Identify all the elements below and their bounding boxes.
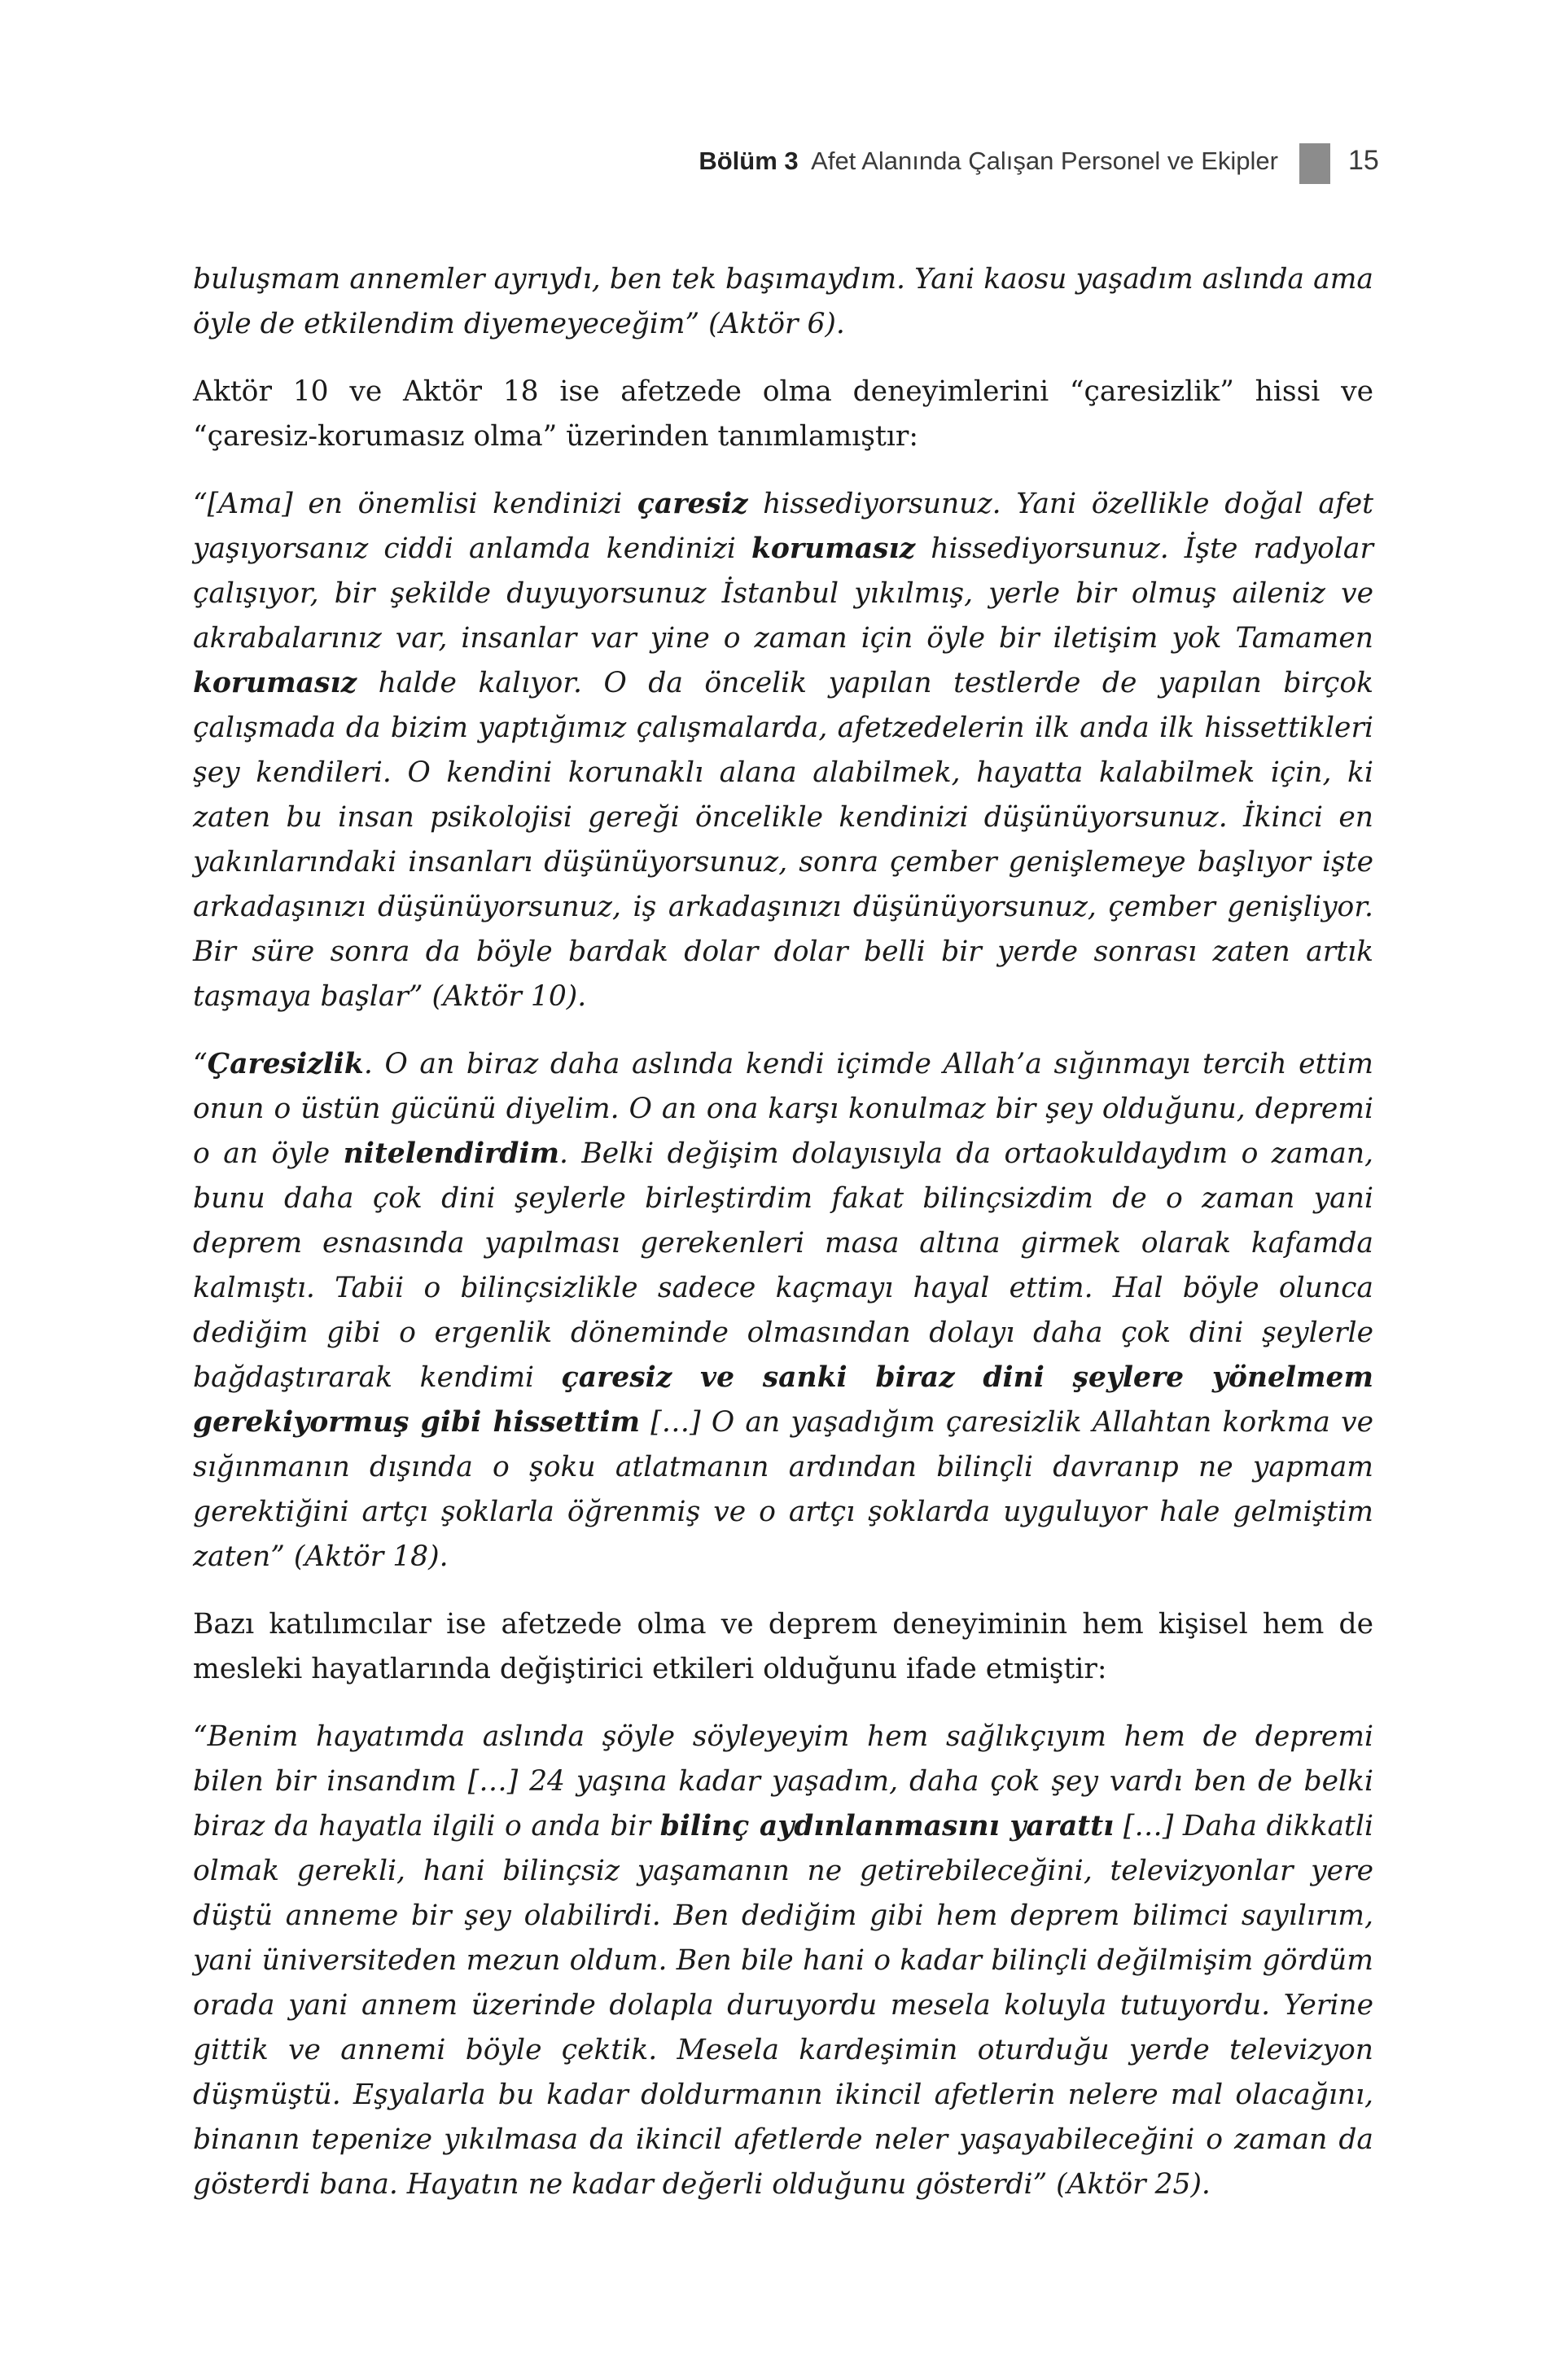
paragraph-text: . Belki değişim dolayısıyla da ortaokuldaydım o zaman, bunu daha çok dini şeylerle birleştirdim fakat bilinçsizdim de o zaman yani deprem esnasında yapılması gerekenleri masa altına girmek olarak kafamda kalmıştı. Tabii o bilinçsizlikle sadece kaçmayı hayal ettim. Hal böyle olunca dediğim gibi o ergenlik döneminde olmasından dolayı daha çok dini şeylerle bağdaştırarak kendimi: [193, 1137, 1374, 1394]
body-paragraph: [193, 1602, 1373, 1692]
emphasis-text: nitelendirdim: [343, 1137, 559, 1170]
quote-paragraph: [193, 1715, 1373, 2207]
paragraph-text: hissediyorsunuz. Yani özellikle doğal afet yaşıyorsanız ciddi anlamda kendinizi: [193, 488, 1373, 565]
emphasis-text: korumasız: [751, 532, 916, 565]
paragraph-text: “: [193, 1048, 208, 1080]
running-header: [0, 143, 1568, 182]
page-body: [193, 257, 1373, 2230]
running-title: [699, 147, 1278, 176]
emphasis-text: bilinç aydınlanmasını yarattı: [659, 1810, 1115, 1842]
paragraph-text: halde kalıyor. O da öncelik yapılan testlerde de yapılan birçok çalışmada da bizim yaptığımız çalışmalarda, afetzedelerin ilk anda ilk hissettikleri şey kendileri. O kendini korunaklı alana alabilmek, hayatta kalabilmek için, ki zaten bu insan psikolojisi gereği öncelikle kendinizi düşünüyorsunuz. İkinci en yakınlarındaki insanları düşünüyorsunuz, sonra çember genişlemeye başlıyor işte arkadaşınızı düşünüyorsunuz, iş arkadaşınızı düşünüyorsunuz, çember genişliyor. Bir süre sonra da böyle bardak dolar dolar belli bir yerde sonrası zaten artık taşmaya başlar” (Aktör 10).: [193, 667, 1373, 1013]
chapter-label: Bölüm 3: [699, 147, 799, 175]
paragraph-text: “Benim hayatımda aslında şöyle söyleyeyim hem sağlıkçıyım hem de depremi bilen bir insandım […] 24 yaşına kadar yaşadım, daha çok şey vardı ben de belki biraz da hayatla ilgili o anda bir: [193, 1720, 1373, 1842]
paragraph-text: […] Daha dikkatli olmak gerekli, hani bilinçsiz yaşamanın ne getirebileceğini, televizyonlar yere düştü anneme bir şey olabilirdi. Ben dediğim gibi hem deprem bilimci sayılırım, yani üniversiteden mezun oldum. Ben bile hani o kadar bilinçli değilmişim gördüm orada yani annem üzerinde dolapla duruyordu mesela koluyla tutuyordu. Yerine gittik ve annemi böyle çektik. Mesela kardeşimin oturduğu yerde televizyon düşmüştü. Eşyalarla bu kadar doldurmanın ikincil afetlerin nelere mal olacağını, binanın tepenize yıkılmasa da ikincil afetlerde neler yaşayabileceğini o zaman da gösterdi bana. Hayatın ne kadar değerli olduğunu gösterdi” (Aktör 25).: [193, 1810, 1373, 2201]
chapter-title: Afet Alanında Çalışan Personel ve Ekipler: [811, 147, 1278, 175]
chapter-marker-block: [1299, 143, 1330, 184]
emphasis-text: Çaresizlik: [207, 1048, 364, 1080]
page-number: 15: [1348, 145, 1379, 176]
emphasis-text: çaresiz: [637, 488, 748, 520]
quote-paragraph: [193, 1042, 1373, 1580]
paragraph-text: . O an biraz daha aslında kendi içimde Allah’a sığınmayı tercih ettim onun o üstün gücünü diyelim. O an ona karşı konulmaz bir şey olduğunu, depremi o an öyle: [193, 1048, 1373, 1170]
emphasis-text: çaresiz ve sanki biraz dini şeylere yönelmem gerekiyormuş gibi hissettim: [193, 1361, 1373, 1439]
emphasis-text: korumasız: [193, 667, 357, 699]
paragraph-text: hissediyorsunuz. İşte radyolar çalışıyor, bir şekilde duyuyorsunuz İstanbul yıkılmış, yerle bir olmuş aileniz ve akrabalarınız var, insanlar var yine o zaman için öyle bir iletişim yok Tamamen: [193, 532, 1373, 655]
paragraph-text: buluşmam annemler ayrıydı, ben tek başımaydım. Yani kaosu yaşadım aslında ama öyle de etkilendim diyemeyeceğim” (Aktör 6).: [193, 263, 1373, 340]
paragraph-text: Bazı katılımcılar ise afetzede olma ve deprem deneyiminin hem kişisel hem de mesleki hayatlarında değiştirici etkileri olduğunu ifade etmiştir:: [193, 1608, 1373, 1685]
paragraph-text: Aktör 10 ve Aktör 18 ise afetzede olma deneyimlerini “çaresizlik” hissi ve “çaresiz-korumasız olma” üzerinden tanımlamıştır:: [193, 375, 1373, 453]
quote-paragraph: [193, 257, 1373, 347]
paragraph-text: “[Ama] en önemlisi kendinizi: [193, 488, 637, 520]
paragraph-text: […] O an yaşadığım çaresizlik Allahtan korkma ve sığınmanın dışında o şoku atlatmanın ardından bilinçli davranıp ne yapmam gerektiğini artçı şoklarla öğrenmiş ve o artçı şoklarda uyguluyor hale gelmiştim zaten” (Aktör 18).: [193, 1406, 1373, 1573]
body-paragraph: [193, 370, 1373, 459]
quote-paragraph: [193, 482, 1373, 1019]
